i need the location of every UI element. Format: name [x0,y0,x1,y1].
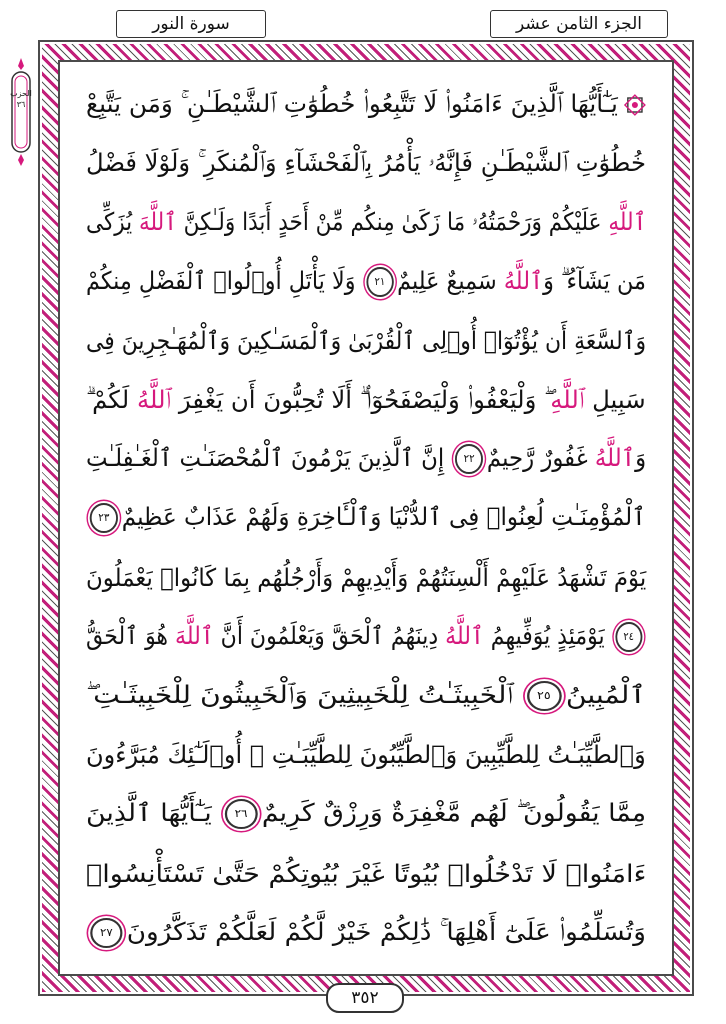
line-content [86,443,646,474]
verse-text: ٱلْخَبِيثَـٰتُ لِلْخَبِيثِينَ وَٱلْخَبِيثُونَ لِلْخَبِيثَـٰتِ ۖ [86,679,522,709]
verse-text: وَٱلطَّيِّبَـٰتُ لِلطَّيِّبِينَ وَٱلطَّيِّبُونَ لِلطَّيِّبَـٰتِ ۚ أُو۟لَـٰٓئِكَ مُبَرَّءُونَ [86,740,646,770]
ayah-number-marker: ٢٧ [90,918,122,948]
line-content [86,385,646,414]
quran-text [86,74,646,962]
line-content [86,148,646,177]
ayah-number-marker: ٢٦ [224,799,257,829]
page-number: ٣٥٢ [326,983,404,1013]
divine-name: ٱللَّهُ [594,443,635,473]
verse-text: لَكُمْ ۗ [86,385,138,415]
line-content [86,89,646,118]
text-line [86,548,646,607]
text-line [86,843,646,902]
rub-el-hizb-icon [624,94,646,116]
text-line [86,725,646,784]
verse-text: يَوْمَئِذٍ يُوَفِّيهِمُ [484,620,612,650]
hizb-ornament-icon [6,56,36,168]
verse-text: يُزَكِّى [85,207,139,237]
verse-text: وَتُسَلِّمُوا۟ عَلَىٰٓ أَهْلِهَا ۚ ذَٰلِكُمْ خَيْرٌ لَّكُمْ لَعَلَّكُمْ تَذَكَّرُونَ [126,916,646,946]
ayah-number-marker: ٢٥ [527,681,562,711]
verse-text: دِينَهُمُ ٱلْحَقَّ وَيَعْلَمُونَ أَنَّ [213,620,446,650]
text-line [86,74,646,133]
text-line [86,784,646,843]
ayah-number-marker: ٢٢ [455,444,483,474]
verse-text: غَفُورٌ رَّحِيمٌ [486,443,595,473]
divine-name: ٱللَّهَ [175,620,214,650]
line-content [86,326,646,355]
text-line [86,488,646,547]
text-line [86,666,646,725]
line-content [86,207,646,236]
text-line [86,252,646,311]
verse-text: ٱلْمُؤْمِنَـٰتِ لُعِنُوا۟ فِى ٱلدُّنْيَا وَٱلْـَٔاخِرَةِ وَلَهُمْ عَذَابٌ عَظِيمٌ [122,502,646,532]
line-content [86,917,646,948]
line-content [86,563,646,592]
divine-name: ٱللَّهِ [550,385,585,415]
text-line [86,311,646,370]
divine-name: ٱللَّهِ [608,207,646,237]
verse-text: ءَامَنُوا۟ لَا تَدْخُلُوا۟ بُيُوتًا غَيْرَ بُيُوتِكُمْ حَتَّىٰ تَسْتَأْنِسُوا۟ [85,858,646,888]
verse-text: سَمِيعٌ عَلِيمٌ [397,265,504,295]
text-line [86,192,646,251]
verse-text: مَن يَشَآءُ ۗ وَ [543,265,646,295]
divine-name: ٱللَّهَ [138,207,177,237]
line-content [86,621,646,652]
line-content [86,680,646,711]
verse-text: مِمَّا يَقُولُونَ ۖ لَهُم مَّغْفِرَةٌ وَرِزْقٌ كَرِيمٌ [261,798,646,828]
ayah-number-marker: ٢١ [366,267,393,297]
divine-name: ٱللَّهُ [137,385,172,415]
text-line [86,370,646,429]
verse-text: هُوَ ٱلْحَقُّ [86,620,176,650]
verse-text: عَلَيْكُمْ وَرَحْمَتُهُۥ مَا زَكَىٰ مِنكُم مِّنْ أَحَدٍ أَبَدًا وَلَـٰكِنَّ [176,207,609,237]
verse-text: خُطُوَٰتِ ٱلشَّيْطَـٰنِ فَإِنَّهُۥ يَأْمُرُ بِٱلْفَحْشَآءِ وَٱلْمُنكَرِ ۚ وَلَوْلَا فَضْلُ [86,148,646,178]
surah-header: سورة النور [116,10,266,38]
verse-text: إِنَّ ٱلَّذِينَ يَرْمُونَ ٱلْمُحْصَنَـٰتِ ٱلْغَـٰفِلَـٰتِ [85,443,452,473]
verse-text: وَٱلسَّعَةِ أَن يُؤْتُوٓا۟ أُو۟لِى ٱلْقُرْبَىٰ وَٱلْمَسَـٰكِينَ وَٱلْمُهَـٰجِرِينَ فِى [85,325,646,355]
verse-text: وَ [634,443,646,473]
verse-text: سَبِيلِ [584,385,646,415]
divine-name: ٱللَّهُ [445,620,485,650]
line-content [86,798,646,829]
line-content [86,859,646,888]
verse-text: وَلَا يَأْتَلِ أُو۟لُوا۟ ٱلْفَضْلِ مِنكُمْ [86,265,363,295]
verse-text: ٱلْمُبِينُ [565,679,646,709]
text-line [86,607,646,666]
ayah-number-marker: ٢٣ [90,503,118,533]
text-line [86,903,646,962]
line-content [86,740,646,769]
juz-header: الجزء الثامن عشر [490,10,668,38]
line-content [86,502,646,533]
text-line [86,133,646,192]
divine-name: ٱللَّهُ [503,265,544,295]
verse-text: يَـٰٓأَيُّهَا ٱلَّذِينَ [85,798,221,828]
ayah-number-marker: ٢٤ [615,622,642,652]
verse-text: يَـٰٓأَيُّهَا ٱلَّذِينَ ءَامَنُوا۟ لَا تَتَّبِعُوا۟ خُطُوَٰتِ ٱلشَّيْطَـٰنِ ۚ وَمَن يَتَّبِعْ [85,89,618,119]
verse-text: يَوْمَ تَشْهَدُ عَلَيْهِمْ أَلْسِنَتُهُمْ وَأَيْدِيهِمْ وَأَرْجُلُهُم بِمَا كَانُوا۟ يَعْمَلُونَ [85,562,646,592]
line-content [86,266,646,297]
text-line [86,429,646,488]
verse-text: ۖ وَلْيَعْفُوا۟ وَلْيَصْفَحُوٓا۟ ۗ أَلَا تُحِبُّونَ أَن يَغْفِرَ [171,385,551,415]
hizb-label: الحزب ٣٦ [10,89,32,109]
